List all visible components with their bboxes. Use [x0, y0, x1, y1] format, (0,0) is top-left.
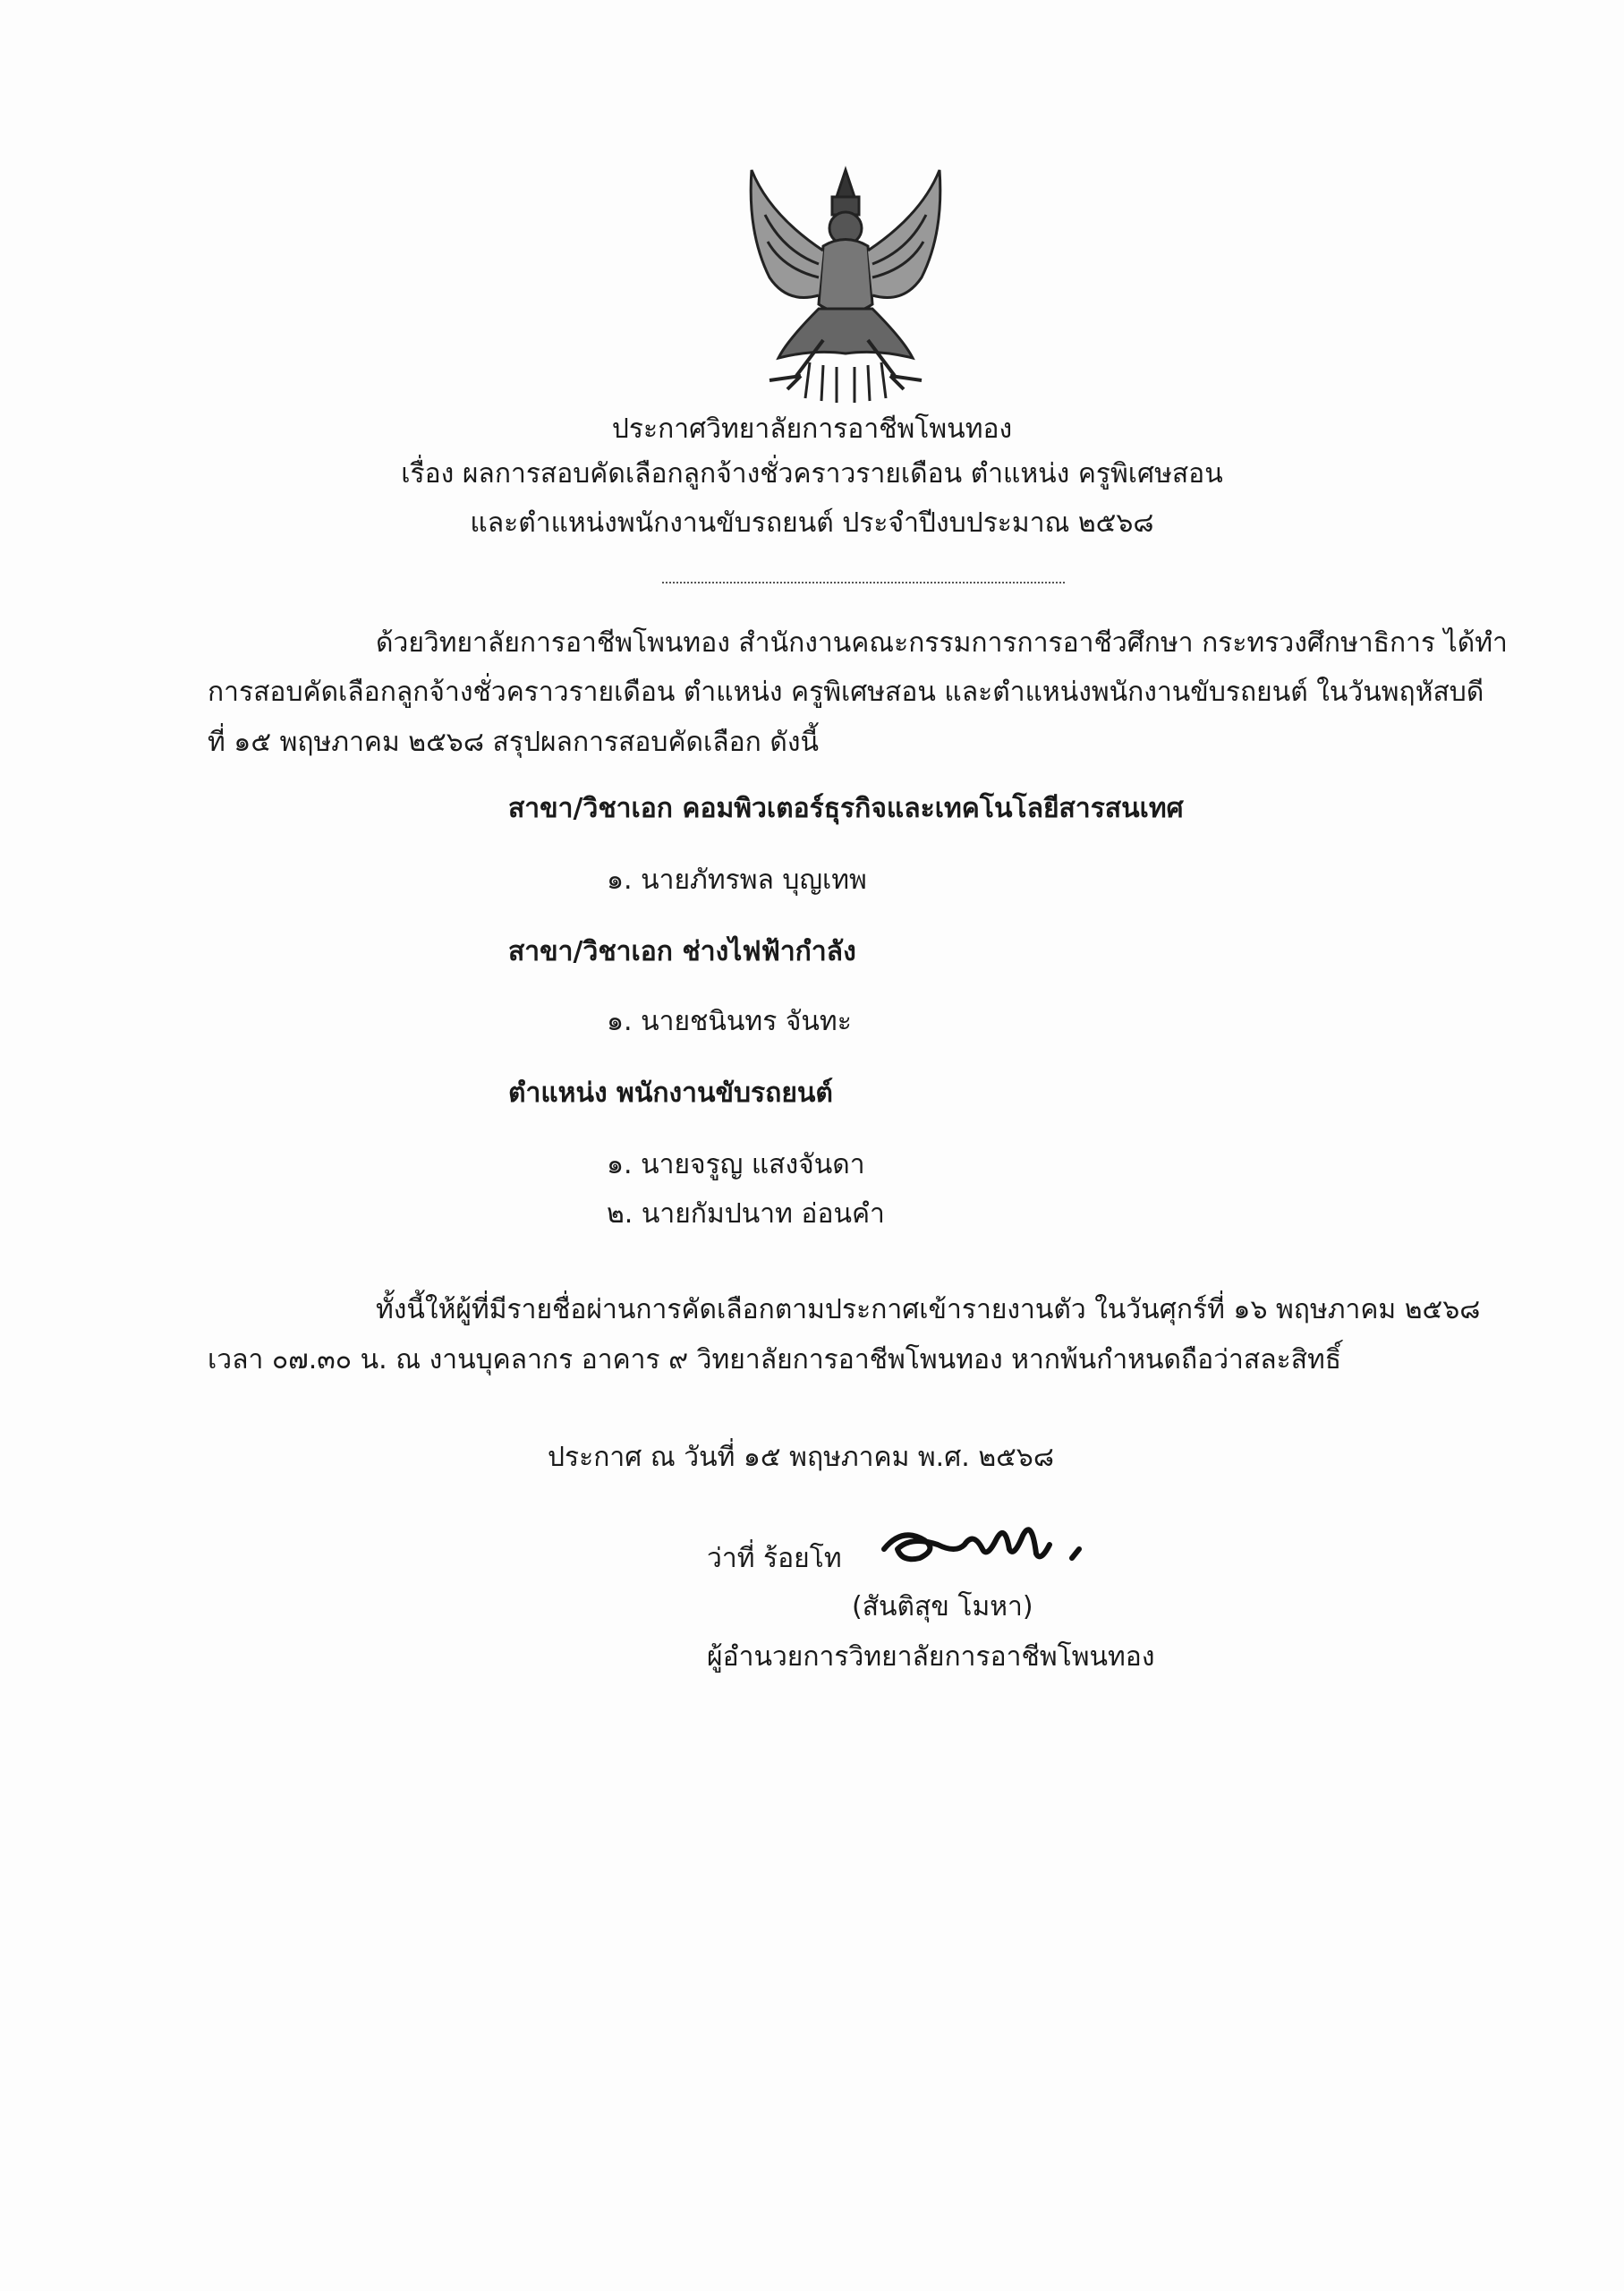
section-heading-computer: สาขา/วิชาเอก คอมพิวเตอร์ธุรกิจและเทคโนโลยีสารสนเทศ: [508, 793, 1184, 824]
divider: [662, 582, 1065, 583]
subject-line-1: เรื่อง ผลการสอบคัดเลือกลูกจ้างชั่วคราวรายเดือน ตำแหน่ง ครูพิเศษสอน: [401, 458, 1223, 490]
section-heading-electrical: สาขา/วิชาเอก ช่างไฟฟ้ากำลัง: [508, 936, 856, 967]
announcement-title: ประกาศวิทยาลัยการอาชีพโพนทอง: [611, 413, 1013, 445]
closing-line-2: เวลา ๐๗.๓๐ น. ณ งานบุคลากร อาคาร ๙ วิทยาลัยการอาชีพโพนทอง หากพ้นกำหนดถือว่าสละสิทธิ์: [208, 1344, 1342, 1375]
section-heading-driver: ตำแหน่ง พนักงานขับรถยนต์: [508, 1077, 833, 1109]
list-item: ๑. นายชนินทร จันทะ: [607, 1006, 852, 1037]
list-item: ๑. นายภัทรพล บุญเทพ: [607, 864, 867, 896]
intro-line-2: การสอบคัดเลือกลูกจ้างชั่วคราวรายเดือน ตำแหน่ง ครูพิเศษสอน และตำแหน่งพนักงานขับรถยนต์ ในวันพฤหัสบดี: [208, 677, 1484, 708]
intro-line-3: ที่ ๑๕ พฤษภาคม ๒๕๖๘ สรุปผลการสอบคัดเลือก ดังนี้: [208, 727, 819, 758]
signer-rank: ว่าที่ ร้อยโท: [707, 1543, 842, 1574]
subject-line-2: และตำแหน่งพนักงานขับรถยนต์ ประจำปีงบประมาณ ๒๕๖๘: [470, 507, 1154, 539]
closing-line-1: ทั้งนี้ให้ผู้ที่มีรายชื่อผ่านการคัดเลือกตามประกาศเข้ารายงานตัว ในวันศุกร์ที่ ๑๖ พฤษภาคม ๒๕๖๘: [376, 1294, 1481, 1325]
signer-position: ผู้อำนวยการวิทยาลัยการอาชีพโพนทอง: [707, 1641, 1155, 1673]
announce-date: ประกาศ ณ วันที่ ๑๕ พฤษภาคม พ.ศ. ๒๕๖๘: [548, 1442, 1054, 1473]
list-item: ๒. นายกัมปนาท อ่อนคำ: [607, 1198, 885, 1230]
garuda-emblem-icon: [734, 161, 957, 403]
signer-name: (สันติสุข โมหา): [852, 1591, 1033, 1622]
intro-line-1: ด้วยวิทยาลัยการอาชีพโพนทอง สำนักงานคณะกรรมการการอาชีวศึกษา กระทรวงศึกษาธิการ ได้ทำ: [376, 627, 1508, 659]
list-item: ๑. นายจรูญ แสงจันดา: [607, 1149, 865, 1180]
handwritten-signature: [875, 1509, 1117, 1580]
